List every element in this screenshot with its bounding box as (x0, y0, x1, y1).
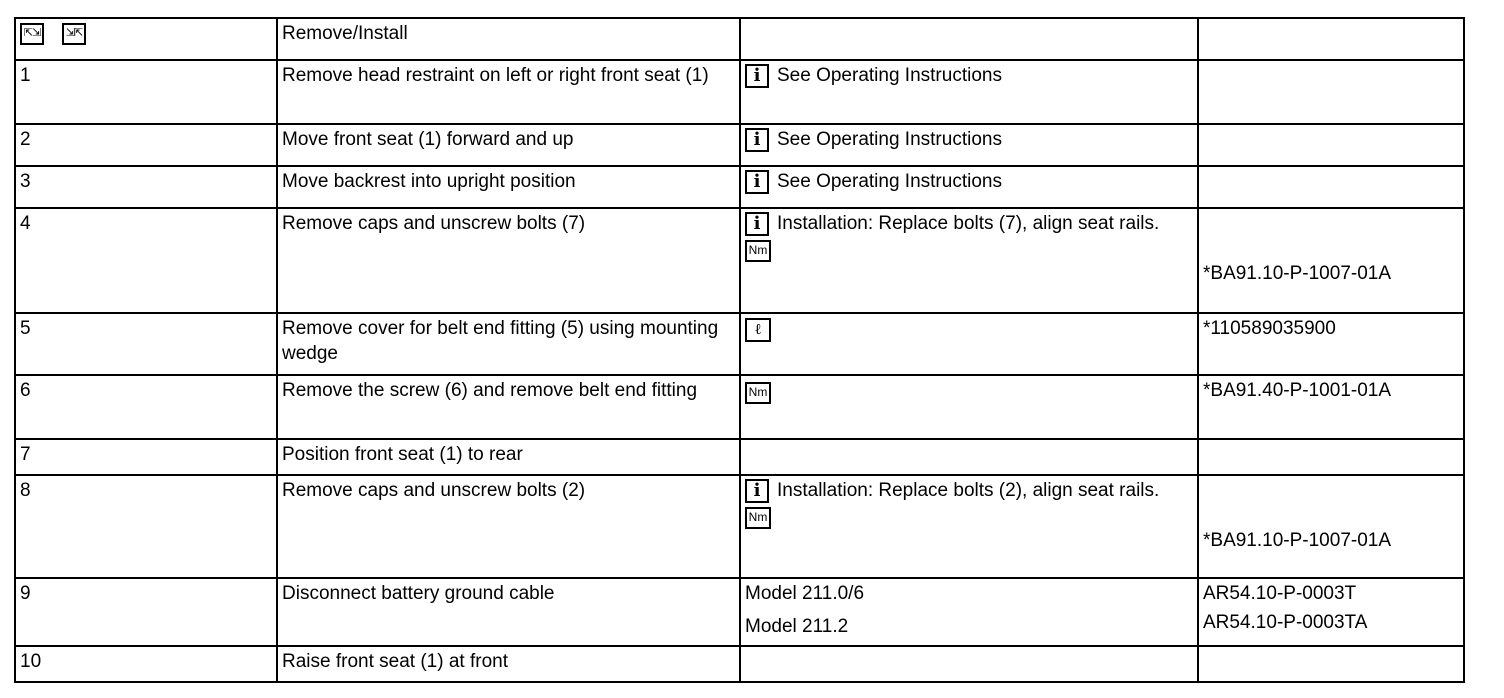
step-number: 6 (15, 375, 277, 439)
ref-cell (1198, 439, 1464, 475)
step-action: Remove the screw (6) and remove belt end fitting (277, 375, 740, 439)
step-number: 1 (15, 60, 277, 124)
step-action: Position front seat (1) to rear (277, 439, 740, 475)
ref-cell (1198, 60, 1464, 124)
step-number: 5 (15, 313, 277, 375)
table-row (15, 313, 1464, 375)
procedure-table (14, 17, 1465, 683)
step-number: 9 (15, 578, 277, 646)
ref-cell (1198, 475, 1464, 578)
step-note-cell (740, 124, 1198, 166)
info-icon[interactable]: i (745, 128, 769, 152)
step-number: 10 (15, 646, 277, 682)
table-row (15, 439, 1464, 475)
info-icon[interactable]: i (745, 212, 769, 236)
expand-arrows-icon[interactable]: ⇱⇲ (20, 23, 44, 45)
step-action: Move front seat (1) forward and up (277, 124, 740, 166)
step-note: See Operating Instructions (777, 129, 1002, 150)
ref-cell (1198, 646, 1464, 682)
reference-link[interactable]: *BA91.10-P-1007-01A (1203, 263, 1392, 284)
ref-cell (1198, 313, 1464, 375)
step-action: Remove caps and unscrew bolts (7) (277, 208, 740, 313)
step-note-cell (740, 375, 1198, 439)
table-header-row (15, 18, 1464, 60)
table-row (15, 646, 1464, 682)
table-row (15, 60, 1464, 124)
header-icons-cell (15, 18, 277, 60)
table-row (15, 475, 1464, 578)
step-action: Remove caps and unscrew bolts (2) (277, 475, 740, 578)
step-note-cell (740, 475, 1198, 578)
header-empty-cell (1198, 18, 1464, 60)
table-row (15, 375, 1464, 439)
ref-cell (1198, 124, 1464, 166)
ref-cell (1198, 166, 1464, 208)
step-note-cell (740, 166, 1198, 208)
info-icon[interactable]: i (745, 64, 769, 88)
step-note-cell (740, 646, 1198, 682)
step-number: 4 (15, 208, 277, 313)
table-row (15, 208, 1464, 313)
step-action: Raise front seat (1) at front (277, 646, 740, 682)
step-note: See Operating Instructions (777, 65, 1002, 86)
reference-link[interactable]: *BA91.40-P-1001-01A (1203, 380, 1392, 401)
table-row (15, 124, 1464, 166)
header-empty-cell (740, 18, 1198, 60)
ref-cell (1198, 208, 1464, 313)
torque-icon[interactable]: Nm (745, 382, 771, 404)
step-action: Remove head restraint on left or right front seat (1) (277, 60, 740, 124)
step-note: Installation: Replace bolts (7), align seat rails. (777, 213, 1160, 234)
step-action: Remove cover for belt end fitting (5) using mounting wedge (277, 313, 740, 375)
header-title: Remove/Install (277, 18, 740, 60)
ref-cell (1198, 578, 1464, 646)
step-note-cell (740, 60, 1198, 124)
info-icon[interactable]: i (745, 479, 769, 503)
reference-link[interactable]: *110589035900 (1203, 318, 1336, 339)
table-row (15, 578, 1464, 646)
model-cell (740, 578, 1198, 646)
step-note-cell (740, 208, 1198, 313)
model-label: Model 211.2 (745, 616, 849, 637)
ref-cell (1198, 375, 1464, 439)
step-action: Move backrest into upright position (277, 166, 740, 208)
step-number: 2 (15, 124, 277, 166)
model-label: Model 211.0/6 (745, 583, 865, 604)
step-note: See Operating Instructions (777, 171, 1002, 192)
step-number: 7 (15, 439, 277, 475)
info-icon[interactable]: i (745, 170, 769, 194)
torque-icon[interactable]: Nm (745, 507, 771, 529)
collapse-arrows-icon[interactable]: ⇲⇱ (62, 23, 86, 45)
step-note: Installation: Replace bolts (2), align seat rails. (777, 480, 1160, 501)
reference-link[interactable]: AR54.10-P-0003TA (1203, 612, 1368, 633)
table-row (15, 166, 1464, 208)
tool-wrench-icon[interactable]: ℓ (745, 318, 771, 342)
step-action: Disconnect battery ground cable (277, 578, 740, 646)
step-number: 8 (15, 475, 277, 578)
reference-link[interactable]: AR54.10-P-0003T (1203, 583, 1357, 604)
step-number: 3 (15, 166, 277, 208)
step-note-cell (740, 313, 1198, 375)
step-note-cell (740, 439, 1198, 475)
torque-icon[interactable]: Nm (745, 240, 771, 262)
reference-link[interactable]: *BA91.10-P-1007-01A (1203, 530, 1392, 551)
